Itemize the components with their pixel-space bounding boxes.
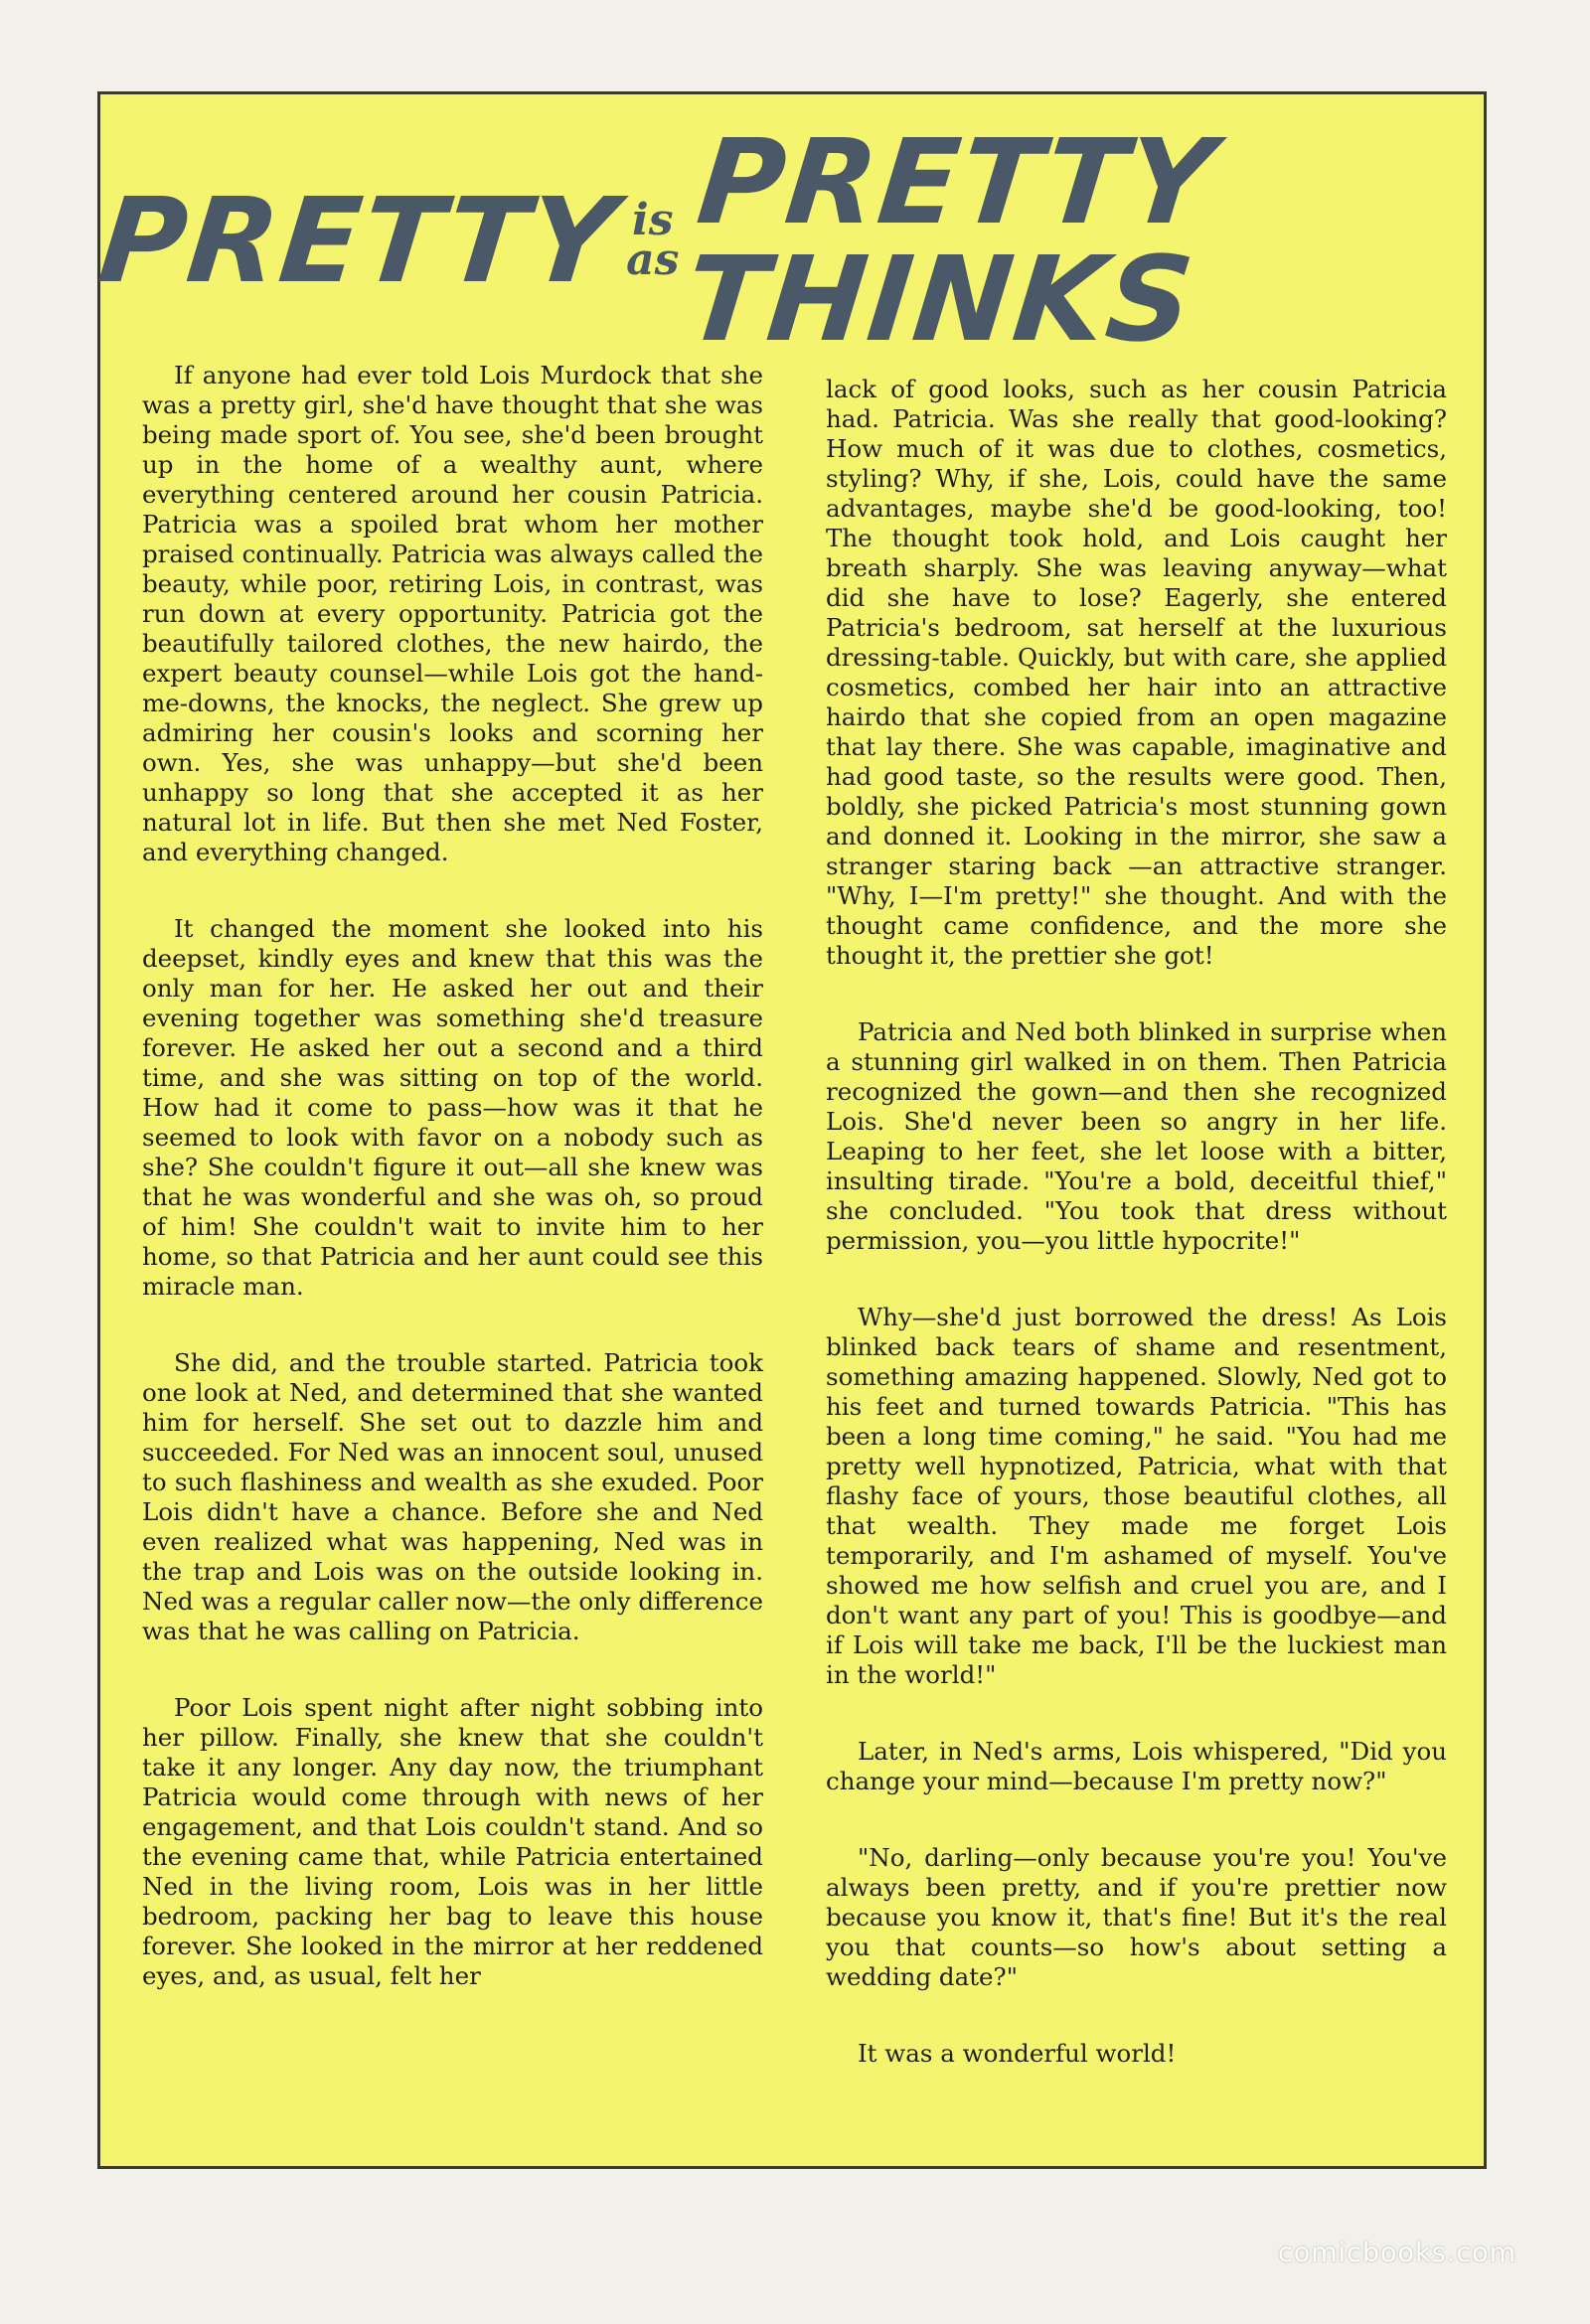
paragraph: Poor Lois spent night after night sobbing into her pillow. Finally, she knew that she couldn't take it any longer. Any day now, the triumphant Patricia would come through with news of her engagement, and that Lois couldn't stand. And so the evening came that, while Patricia entertained Ned in the living room, Lois was in her little bedroom, packing her bag to leave this house forever. She looked in the mirror at her reddened eyes, and, as usual, felt her	[142, 1693, 763, 1990]
title-part2: PRETTY THINKS	[679, 113, 1222, 368]
story-panel	[92, 91, 1487, 2169]
title-word-is: is	[631, 195, 674, 246]
story-title	[92, 113, 1484, 368]
right-column	[826, 375, 1447, 2069]
paragraph: Later, in Ned's arms, Lois whispered, "Did you change your mind—because I'm pretty now?"	[826, 1737, 1447, 1795]
paragraph: It changed the moment she looked into his deepset, kindly eyes and knew that this was the only man for her. He asked her out and their evening together was something she'd treasure forever. He asked her out a second and a third time, and she was sitting on top of the world. How had it come to pass—how was it that he seemed to look with favor on a nobody such as she? She couldn't figure it out—all she knew was that he was wonderful and she was oh, so proud of him! She couldn't wait to invite him to her home, so that Patricia and her aunt could see this miracle man.	[142, 914, 763, 1301]
paragraph: It was a wonderful world!	[858, 2039, 1177, 2068]
paragraph: "No, darling—only because you're you! You've always been pretty, and if you're prettier now because you know it, that's fine! But it's the real you that counts—so how's about setting a wedding date?"	[826, 1843, 1447, 1991]
paragraph: Why—she'd just borrowed the dress! As Lois blinked back tears of shame and resentment, something amazing happened. Slowly, Ned got to his feet and turned towards Patricia. "This has been a long time coming," he said. "You had me pretty well hypnotized, Patricia, what with that flashy face of yours, those beautiful clothes, all that wealth. They made me forget Lois temporarily, and I'm ashamed of myself. You've showed me how selfish and cruel you are, and I don't want any part of you! This is goodbye—and if Lois will take me back, I'll be the luckiest man in the world!"	[826, 1303, 1447, 1689]
title-small-words	[626, 195, 680, 285]
watermark: comicbooks.com	[1277, 2238, 1516, 2268]
paragraph: She did, and the trouble started. Patricia took one look at Ned, and determined that she wanted him for herself. She set out to dazzle him and succeeded. For Ned was an innocent soul, unused to such flashiness and wealth as she exuded. Poor Lois didn't have a chance. Before she and Ned even realized what was happening, Ned was in the trap and Lois was on the outside looking in. Ned was a regular caller now—the only difference was that he was calling on Patricia.	[142, 1348, 763, 1645]
paragraph: lack of good looks, such as her cousin Patricia had. Patricia. Was she really that good-looking? How much of it was due to clothes, cosmetics, styling? Why, if she, Lois, could have the same advantages, maybe she'd be good-looking, too! The thought took hold, and Lois caught her breath sharply. She was leaving anyway—what did she have to lose? Eagerly, she entered Patricia's bedroom, sat herself at the luxurious dressing-table. Quickly, but with care, she applied cosmetics, combed her hair into an attractive hairdo that she copied from an open magazine that lay there. She was capable, imaginative and had good taste, so the results were good. Then, boldly, she picked Patricia's most stunning gown and donned it. Looking in the mirror, she saw a stranger staring back —an attractive stranger. "Why, I—I'm pretty!" she thought. And with the thought came confidence, and the more she thought it, the prettier she got!	[826, 375, 1447, 970]
paragraph: If anyone had ever told Lois Murdock that she was a pretty girl, she'd have thought that she was being made sport of. You see, she'd been brought up in the home of a wealthy aunt, where everything centered around her cousin Patricia. Patricia was a spoiled brat whom her mother praised continually. Patricia was always called the beauty, while poor, retiring Lois, in contrast, was run down at every opportunity. Patricia got the beautifully tailored clothes, the new hairdo, the expert beauty counsel—while Lois got the hand-me-downs, the knocks, the neglect. She grew up admiring her cousin's looks and scorning her own. Yes, she was unhappy—but she'd been unhappy so long that she accepted it as her natural lot in life. But then she met Ned Foster, and everything changed.	[142, 361, 763, 866]
title-part1: PRETTY	[92, 172, 624, 309]
title-word-as: as	[626, 234, 680, 285]
left-column	[142, 361, 763, 1991]
paragraph: Patricia and Ned both blinked in surprise when a stunning girl walked in on them. Then Patricia recognized the gown—and then she recognized Lois. She'd never been so angry in her life. Leaping to her feet, she let loose with a bitter, insulting tirade. "You're a bold, deceitful thief," she concluded. "You took that dress without permission, you—you little hypocrite!"	[826, 1017, 1447, 1255]
